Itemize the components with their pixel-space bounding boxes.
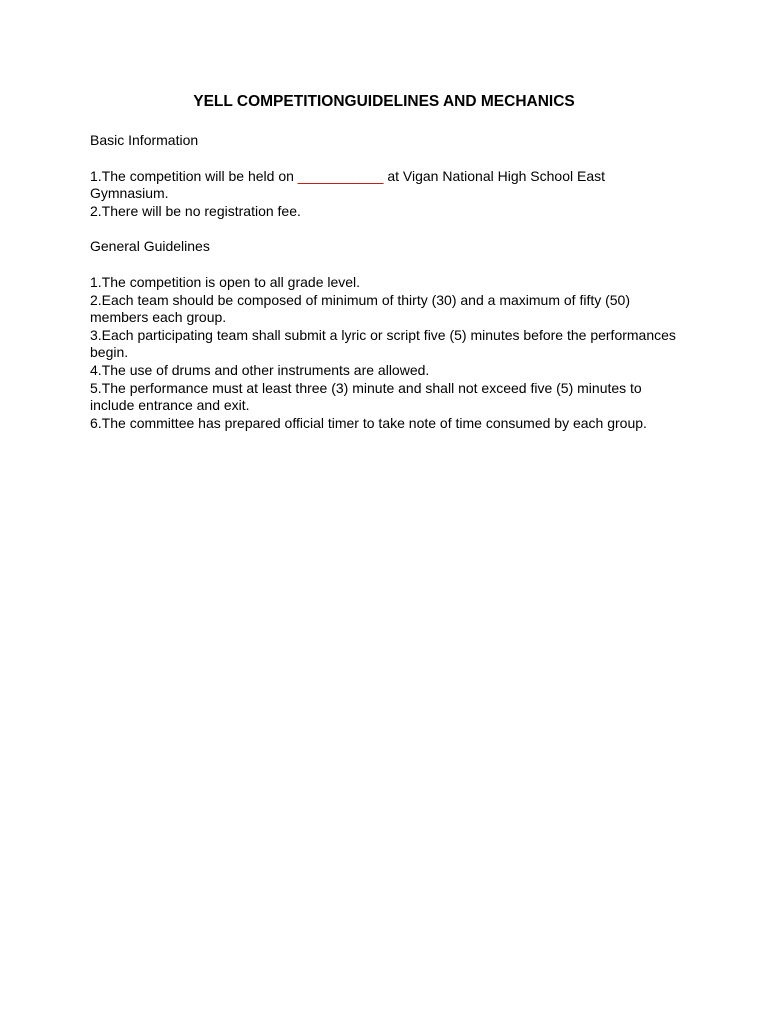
list-item-text: at Vigan National High School East Gymnasium. (90, 167, 605, 202)
list-item: 4.The use of drums and other instruments are allowed. (90, 361, 430, 378)
general-guidelines-list (90, 274, 678, 432)
general-guidelines-heading: General Guidelines (90, 238, 210, 255)
spacer (90, 256, 678, 274)
basic-information-heading: Basic Information (90, 132, 199, 148)
spacer (90, 220, 678, 238)
basic-information-list (90, 168, 678, 221)
date-blank: ___________ (297, 167, 384, 184)
list-item (90, 168, 678, 203)
list-item: 1.The competition is open to all grade level. (90, 273, 361, 290)
list-item: 2.Each team should be composed of minimum of thirty (30) and a maximum of fifty (50) members each group. (90, 291, 631, 326)
list-item: 6.The committee has prepared official timer to take note of time consumed by each group. (90, 414, 647, 431)
list-item-text: 1.The competition will be held on (90, 167, 298, 184)
list-item: 3.Each participating team shall submit a lyric or script five (5) minutes before the performances begin. (90, 326, 676, 361)
list-item: 5.The performance must at least three (3) minute and shall not exceed five (5) minutes to include entrance and exit. (90, 379, 642, 414)
document-title: YELL COMPETITIONGUIDELINES AND MECHANICS (193, 93, 575, 110)
spacer (90, 150, 678, 168)
list-item: 2.There will be no registration fee. (90, 202, 301, 219)
